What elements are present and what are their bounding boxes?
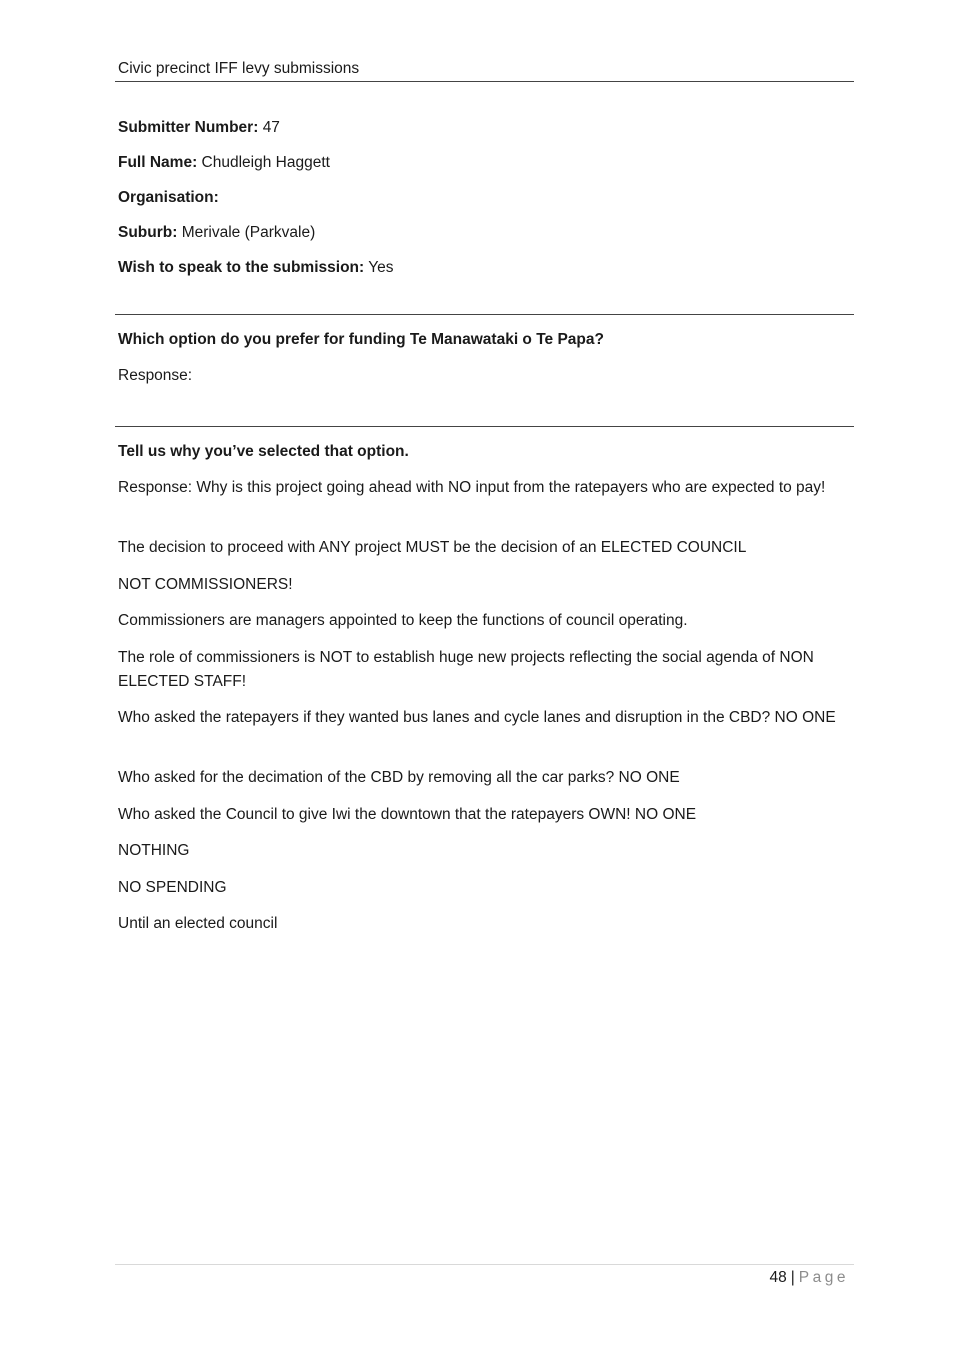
response-paragraph-9: NOTHING: [118, 842, 190, 859]
response-paragraph-3: NOT COMMISSIONERS!: [118, 576, 293, 593]
response-paragraph-10: NO SPENDING: [118, 879, 227, 896]
wish-to-speak-label: Wish to speak to the submission:: [118, 259, 365, 276]
section-divider-1: [115, 314, 854, 315]
page-word: Page: [798, 1269, 849, 1286]
wish-to-speak-value: Yes: [368, 259, 394, 276]
response-paragraph-7: Who asked for the decimation of the CBD by removing all the car parks? NO ONE: [118, 769, 680, 786]
section-divider-2: [115, 426, 854, 427]
submitter-number-value: 47: [262, 119, 280, 136]
header-divider: [115, 81, 854, 82]
wish-to-speak-field: [118, 258, 394, 278]
response-paragraph-2: The decision to proceed with ANY project MUST be the decision of an ELECTED COUNCIL: [118, 539, 747, 556]
response-paragraph-8: Who asked the Council to give Iwi the downtown that the ratepayers OWN! NO ONE: [118, 806, 697, 823]
page-header-title: Civic precinct IFF levy submissions: [118, 60, 360, 77]
organisation-label: Organisation:: [118, 189, 219, 206]
response-paragraph-4: Commissioners are managers appointed to keep the functions of council operating.: [118, 612, 688, 629]
response-paragraph-1: Response: Why is this project going ahead with NO input from the ratepayers who are expected to pay!: [118, 479, 826, 496]
page-number: 48: [769, 1269, 787, 1286]
suburb-label: Suburb:: [118, 224, 178, 241]
full-name-value: Chudleigh Haggett: [201, 154, 330, 171]
submitter-number-label: Submitter Number:: [118, 119, 259, 136]
response-paragraph-11: Until an elected council: [118, 915, 278, 932]
response-paragraph-6: Who asked the ratepayers if they wanted bus lanes and cycle lanes and disruption in the CBD? NO ONE: [118, 709, 836, 726]
question-funding-option: Which option do you prefer for funding Te Manawataki o Te Papa?: [118, 331, 604, 348]
suburb-field: [118, 223, 315, 243]
submitter-number-field: [118, 118, 280, 138]
footer-divider: [115, 1264, 854, 1265]
organisation-field: [118, 188, 219, 208]
full-name-label: Full Name:: [118, 154, 198, 171]
suburb-value: Merivale (Parkvale): [181, 224, 316, 241]
page-number-footer: [770, 1268, 849, 1288]
page-separator: |: [790, 1269, 795, 1286]
response-funding-option: Response:: [118, 367, 193, 384]
response-paragraph-5: The role of commissioners is NOT to establish huge new projects reflecting the social agenda of NON ELECTED STAFF!: [118, 649, 814, 690]
question-reason: Tell us why you’ve selected that option.: [118, 443, 409, 460]
full-name-field: [118, 153, 330, 173]
